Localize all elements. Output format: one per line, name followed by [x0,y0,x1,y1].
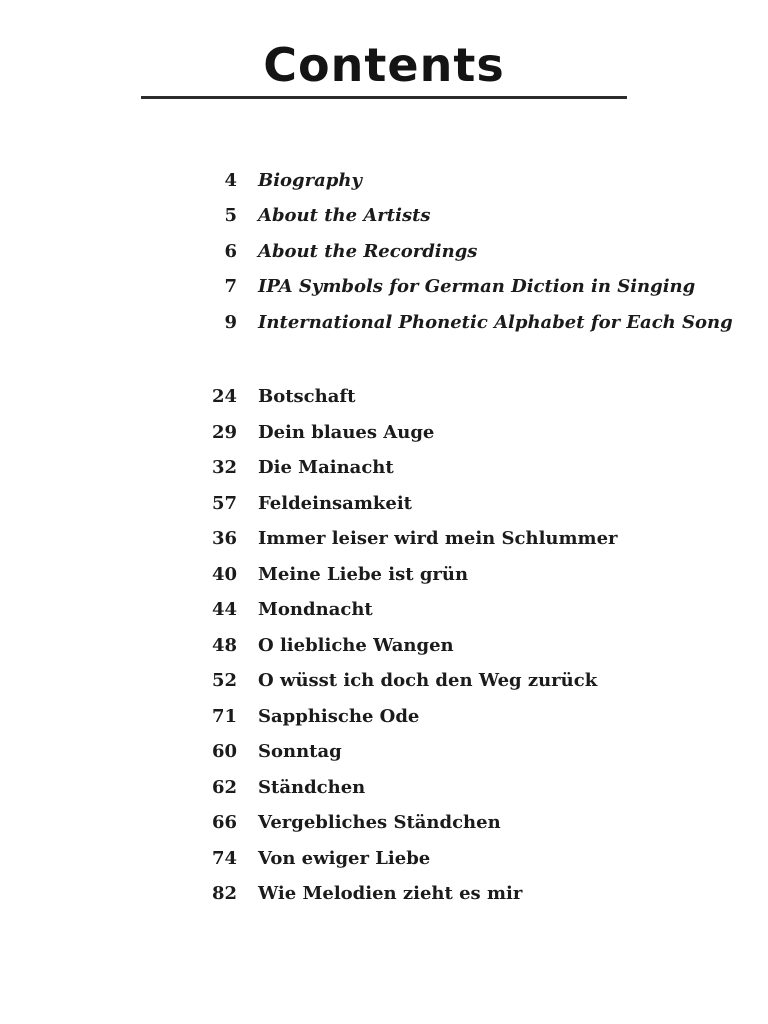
toc-entry-page-number: 66 [211,812,237,834]
toc-entry-title: Meine Liebe ist grün [258,563,469,585]
toc-entry [177,770,768,806]
table-of-contents [177,163,768,912]
toc-entry-title: Die Mainacht [258,457,394,479]
toc-entry [177,699,768,735]
toc-entry [177,663,768,699]
toc-entry-title: Sonntag [258,741,342,763]
toc-entry-page-number: 29 [211,421,237,443]
toc-entry-title: About the Recordings [258,240,478,262]
toc-entry-page-number: 5 [224,205,237,227]
toc-entry-title: Immer leiser wird mein Schlummer [258,528,618,550]
toc-entry-title: About the Artists [258,205,431,227]
toc-entry-title: Sapphische Ode [258,705,420,727]
toc-entry-title: Feldeinsamkeit [258,492,412,514]
toc-entry [177,163,768,199]
toc-entry-title: Biography [258,169,362,191]
toc-entry-page-number: 40 [211,563,237,585]
toc-entry [177,379,768,415]
toc-entry-page-number: 48 [211,634,237,656]
toc-entry-page-number: 44 [211,599,237,621]
toc-entry [177,805,768,841]
toc-entry-title: O liebliche Wangen [258,634,454,656]
page-header [0,0,768,99]
toc-entry-page-number: 74 [211,847,237,869]
toc-entry-title: Dein blaues Auge [258,421,435,443]
title-underline-rule [141,96,627,99]
toc-entry-page-number: 62 [211,776,237,798]
toc-entry-page-number: 24 [211,386,237,408]
toc-entry [177,486,768,522]
toc-entry [177,269,768,305]
toc-entry-title: Vergebliches Ständchen [258,812,501,834]
toc-entry-title: Von ewiger Liebe [258,847,431,869]
toc-entry-page-number: 9 [224,311,237,333]
toc-entry-title: Wie Melodien zieht es mir [258,883,523,905]
toc-entry [177,305,768,341]
toc-entry [177,415,768,451]
toc-entry [177,557,768,593]
toc-entry [177,234,768,270]
toc-entry [177,521,768,557]
toc-entry-page-number: 7 [224,276,237,298]
toc-entry-title: Ständchen [258,776,366,798]
toc-entry-title: O wüsst ich doch den Weg zurück [258,670,598,692]
page-title: Contents [263,38,505,92]
toc-section-front-matter [177,163,768,341]
toc-entry [177,628,768,664]
toc-entry-page-number: 4 [224,169,237,191]
toc-entry-title: International Phonetic Alphabet for Each Song [258,311,733,333]
toc-entry-page-number: 82 [211,883,237,905]
toc-entry [177,841,768,877]
toc-section-songs [177,379,768,912]
toc-entry-page-number: 6 [224,240,237,262]
toc-entry-title: Mondnacht [258,599,373,621]
toc-entry-page-number: 52 [211,670,237,692]
toc-entry-page-number: 36 [211,528,237,550]
toc-entry-page-number: 57 [211,492,237,514]
toc-entry [177,450,768,486]
toc-entry [177,198,768,234]
toc-entry-page-number: 32 [211,457,237,479]
toc-entry [177,734,768,770]
toc-entry [177,592,768,628]
toc-entry-title: IPA Symbols for German Diction in Singing [258,276,696,298]
toc-entry-page-number: 60 [211,741,237,763]
toc-entry [177,876,768,912]
toc-entry-page-number: 71 [211,705,237,727]
toc-entry-title: Botschaft [258,386,356,408]
